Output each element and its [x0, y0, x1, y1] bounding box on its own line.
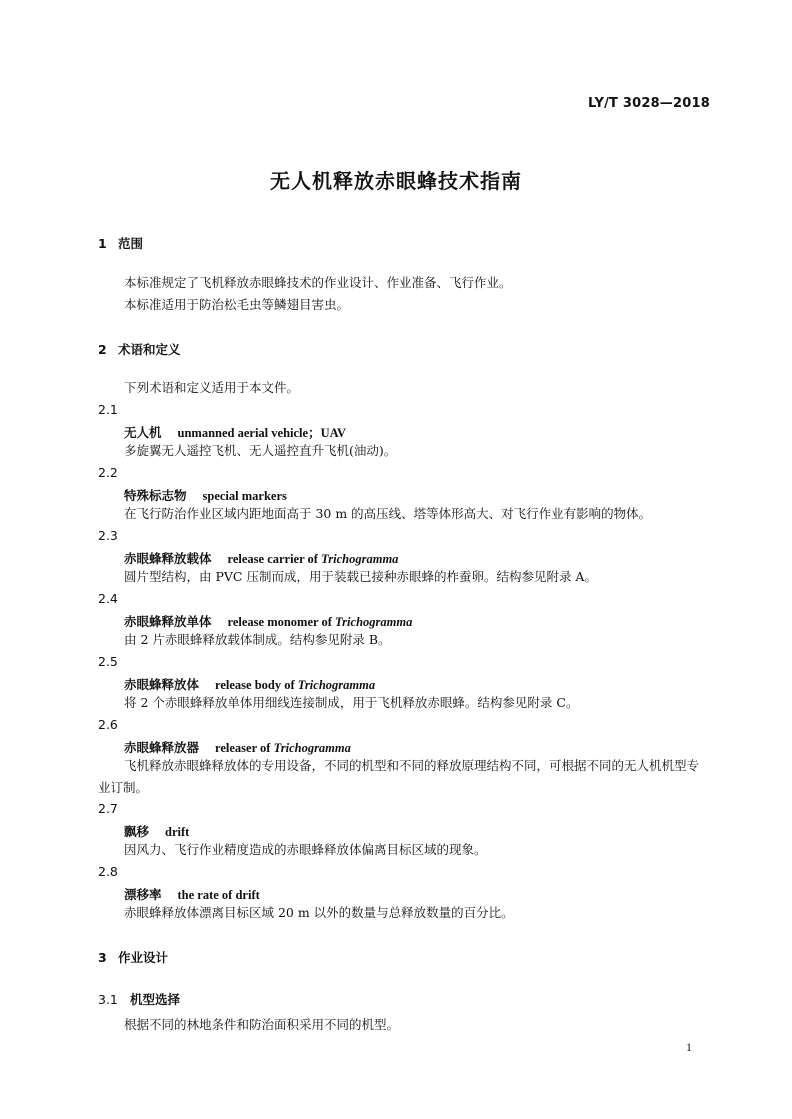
term-entry: [124, 885, 260, 903]
term-english-italic: Trichogramma: [321, 552, 399, 566]
clause-number: 2.7: [98, 801, 118, 816]
paragraph: 下列术语和定义适用于本文件。: [124, 380, 300, 395]
section-number: 1: [98, 236, 107, 251]
term-chinese: 漂移率: [124, 887, 162, 902]
subsection-number: 3.1: [98, 992, 118, 1007]
clause-number: 2.8: [98, 864, 118, 879]
term-english-italic: Trichogramma: [335, 615, 413, 629]
section-title: 范围: [118, 236, 144, 251]
term-english: releaser of: [215, 741, 274, 755]
term-entry: [124, 612, 412, 630]
term-entry: [124, 486, 287, 504]
clause-number: 2.4: [98, 591, 118, 606]
section-2-heading: [98, 340, 181, 358]
clause-number: 2.6: [98, 717, 118, 732]
term-entry: [124, 549, 398, 567]
term-entry: [124, 738, 351, 756]
section-number: 2: [98, 342, 107, 357]
term-definition: 赤眼蜂释放体漂离目标区域 20 m 以外的数量与总释放数量的百分比。: [124, 905, 514, 920]
page-number: 1: [686, 1040, 692, 1054]
term-chinese: 赤眼蜂释放单体: [124, 614, 212, 629]
clause-number: 2.5: [98, 654, 118, 669]
term-chinese: 无人机: [124, 425, 162, 440]
term-english: release body of: [215, 678, 298, 692]
term-chinese: 赤眼蜂释放器: [124, 740, 200, 755]
term-definition: 圆片型结构，由 PVC 压制而成，用于装载已接种赤眼蜂的柞蚕卵。结构参见附录 A。: [124, 569, 597, 584]
subsection-title: 机型选择: [130, 992, 181, 1007]
term-chinese: 特殊标志物: [124, 488, 187, 503]
subsection-3-1-heading: [98, 990, 180, 1008]
term-entry: [124, 423, 346, 441]
section-number: 3: [98, 950, 107, 965]
term-definition: 因风力、飞行作业精度造成的赤眼蜂释放体偏离目标区域的现象。: [124, 842, 487, 857]
term-definition: 将 2 个赤眼蜂释放单体用细线连接制成，用于飞机释放赤眼蜂。结构参见附录 C。: [124, 695, 579, 710]
term-english: drift: [165, 825, 190, 839]
section-1-heading: [98, 234, 143, 252]
term-english: release carrier of: [227, 552, 322, 566]
term-chinese: 赤眼蜂释放体: [124, 677, 200, 692]
section-title: 作业设计: [118, 950, 169, 965]
term-english: the rate of drift: [177, 888, 260, 902]
section-3-heading: [98, 948, 168, 966]
clause-number: 2.3: [98, 528, 118, 543]
term-definition: 由 2 片赤眼蜂释放载体制成。结构参见附录 B。: [124, 632, 391, 647]
term-english-italic: Trichogramma: [273, 741, 351, 755]
term-english: special markers: [202, 489, 287, 503]
term-entry: [124, 675, 375, 693]
document-title: 无人机释放赤眼蜂技术指南: [270, 169, 522, 193]
term-definition: 飞机释放赤眼蜂释放体的专用设备，不同的机型和不同的释放原理结构不同，可根据不同的无人机机型专业订制。: [98, 758, 700, 795]
paragraph: 本标准适用于防治松毛虫等鳞翅目害虫。: [124, 297, 350, 312]
paragraph: 根据不同的林地条件和防治面积采用不同的机型。: [124, 1017, 400, 1032]
standard-code: LY/T 3028—2018: [588, 96, 710, 111]
term-english: release monomer of: [227, 615, 336, 629]
clause-number: 2.1: [98, 402, 118, 417]
term-chinese: 赤眼蜂释放载体: [124, 551, 212, 566]
term-definition: 在飞行防治作业区域内距地面高于 30 m 的高压线、塔等体形高大、对飞行作业有影响的物体。: [124, 506, 652, 521]
paragraph: 本标准规定了飞机释放赤眼蜂技术的作业设计、作业准备、飞行作业。: [124, 275, 512, 290]
term-chinese: 飘移: [124, 824, 150, 839]
term-definition: 多旋翼无人遥控飞机、无人遥控直升飞机(油动)。: [124, 443, 397, 458]
clause-number: 2.2: [98, 465, 118, 480]
term-english-italic: Trichogramma: [297, 678, 376, 692]
section-title: 术语和定义: [118, 342, 181, 357]
term-entry: [124, 822, 189, 840]
term-english: unmanned aerial vehicle；UAV: [177, 426, 347, 440]
